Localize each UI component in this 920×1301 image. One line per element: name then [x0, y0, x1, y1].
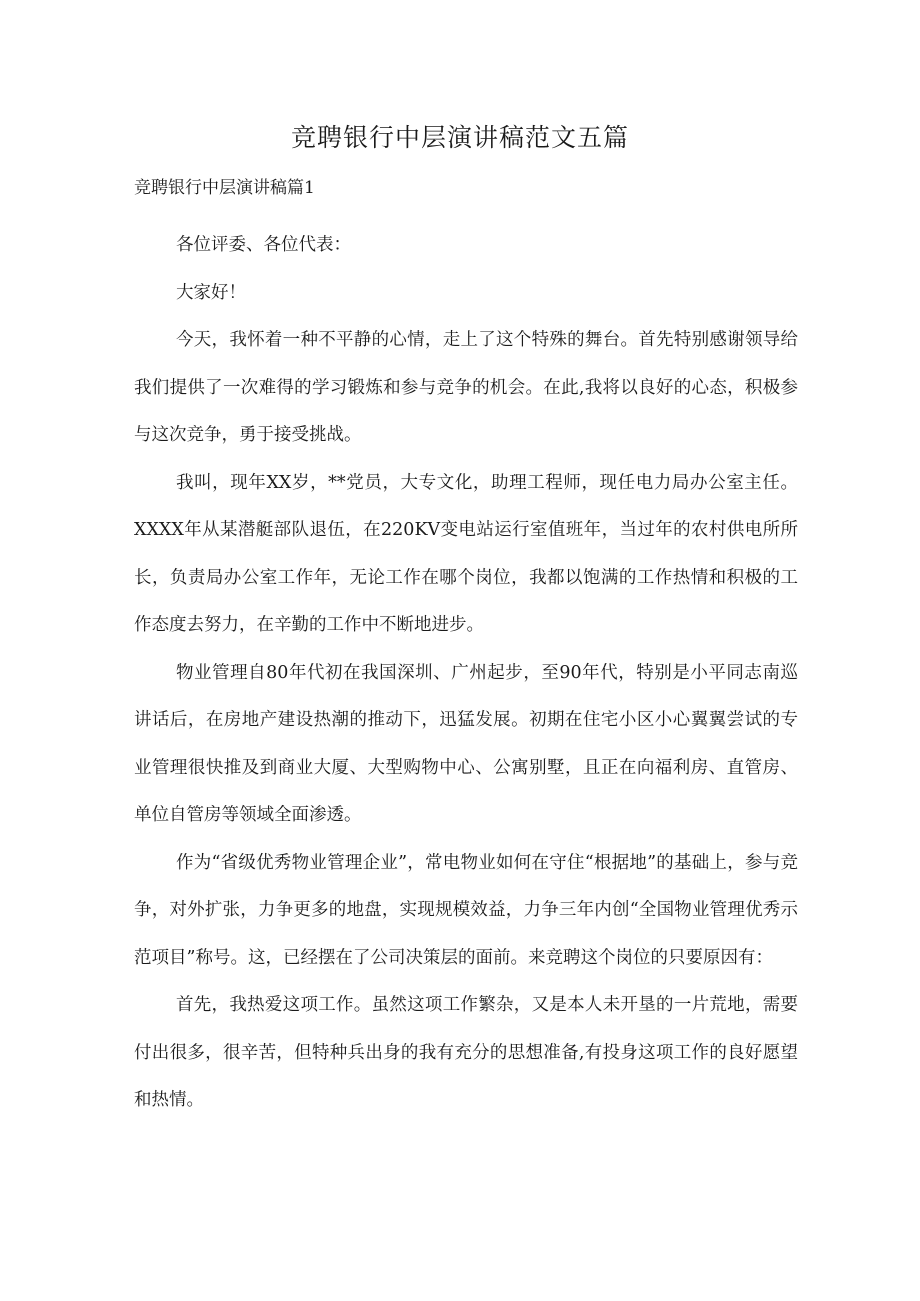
paragraph-salutation: 各位评委、各位代表： [176, 235, 351, 255]
paragraph-self-introduction: 我叫，现年XX岁，**党员，大专文化，助理工程师，现任电力局办公室主任。XXXX年从某潜艇部队退伍，在220KV变电站运行室值班年，当过年的农村供电所所长，负责局办公室工作年，无论工作在哪个岗位，我都以饱满的工作热情和积极的工作态度去努力，在辛勤的工作中不断地进步。 [134, 472, 798, 635]
paragraph-company-goals: 作为“省级优秀物业管理企业”，常电物业如何在守住“根据地”的基础上，参与竞争，对外扩张，力争更多的地盘，实现规模效益，力争三年内创“全国物业管理优秀示范项目”称号。这，已经摆在了公司决策层的面前。来竞聘这个岗位的只要原因有： [134, 852, 798, 968]
paragraph-greeting: 大家好！ [176, 282, 246, 303]
document-body [134, 222, 798, 1125]
paragraph-intro: 今天，我怀着一种不平静的心情，走上了这个特殊的舞台。首先特别感谢领导给我们提供了一次难得的学习锻炼和参与竞争的机会。在此,我将以良好的心态，积极参与这次竞争，勇于接受挑战。 [134, 330, 798, 445]
paragraph-first-reason: 首先，我热爱这项工作。虽然这项工作繁杂，又是本人未开垦的一片荒地，需要付出很多，很辛苦，但特种兵出身的我有充分的思想准备,有投身这项工作的良好愿望和热情。 [134, 995, 798, 1110]
document-title: 竞聘银行中层演讲稿范文五篇 [290, 123, 629, 152]
section-heading: 竞聘银行中层演讲稿篇1 [134, 178, 315, 198]
paragraph-industry-background: 物业管理自80年代初在我国深圳、广州起步，至90年代，特别是小平同志南巡讲话后，在房地产建设热潮的推动下，迅猛发展。初期在住宅小区小心翼翼尝试的专业管理很快推及到商业大厦、大型购物中心、公寓别墅，且正在向福利房、直管房、单位自管房等领域全面渗透。 [134, 662, 798, 825]
